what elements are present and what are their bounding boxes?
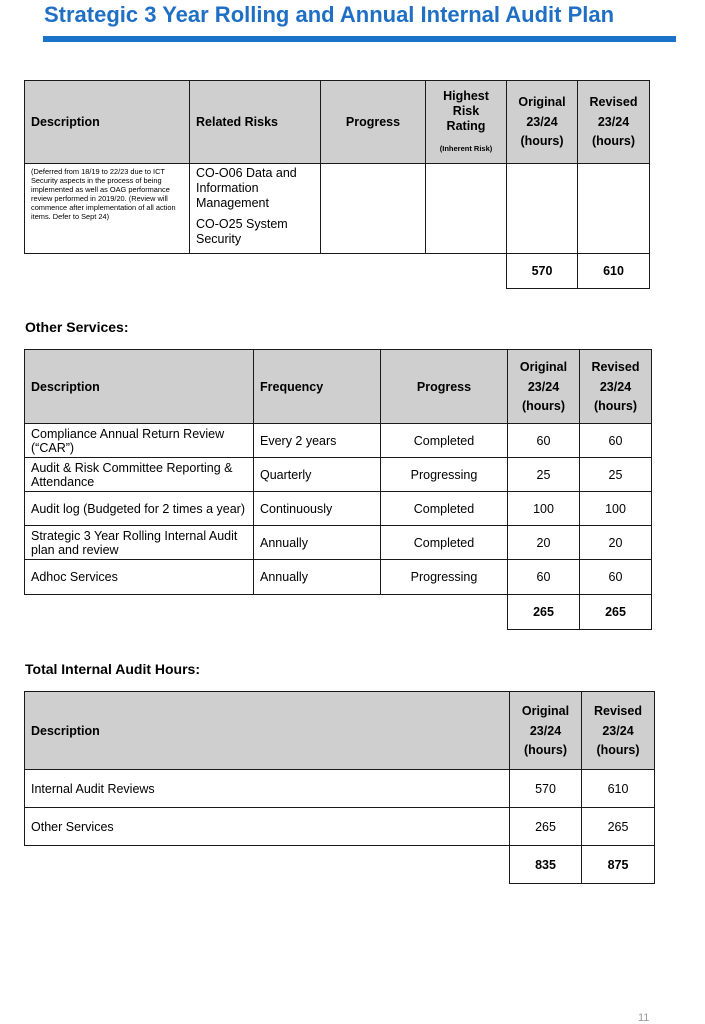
header-original-line3: (hours): [523, 742, 568, 757]
table-row: [25, 808, 655, 846]
header-revised-line3: (hours): [593, 398, 638, 413]
row-description: Audit & Risk Committee Reporting & Attendance: [25, 458, 254, 492]
row-revised: 60: [580, 560, 652, 595]
header-revised-line1: Revised: [591, 359, 640, 374]
row-progress: Progressing: [381, 458, 508, 492]
row-description: (Deferred from 18/19 to 22/23 due to ICT Security aspects in the process of being implemented as well as OAG performance review performed in 2019/20. (Review will commence after implementation of all action items. Defer to Sept 24): [25, 164, 190, 254]
header-revised-line2: 23/24: [597, 115, 630, 129]
total-original: 835: [510, 846, 582, 884]
row-progress: Completed: [381, 492, 508, 526]
header-revised-line3: (hours): [596, 742, 640, 757]
row-description: Adhoc Services: [25, 560, 254, 595]
header-description: Description: [25, 692, 510, 770]
table-row: [25, 458, 652, 492]
other-services-heading: Other Services:: [25, 319, 129, 335]
row-original: 265: [510, 808, 582, 846]
table-row: [25, 164, 650, 254]
header-risk-rating-label: Highest Risk Rating: [443, 88, 489, 133]
table-row: [25, 424, 652, 458]
row-progress: Completed: [381, 424, 508, 458]
row-risk-rating: [426, 164, 507, 254]
row-description: Other Services: [25, 808, 510, 846]
header-original-line1: Original: [521, 703, 570, 718]
row-description: Compliance Annual Return Review (“CAR”): [25, 424, 254, 458]
page-title: Strategic 3 Year Rolling and Annual Internal Audit Plan: [44, 2, 615, 27]
header-description: Description: [25, 81, 190, 164]
total-row: [25, 846, 655, 884]
header-revised-line2: 23/24: [599, 379, 632, 394]
header-original-line2: 23/24: [527, 379, 560, 394]
header-progress: Progress: [381, 350, 508, 424]
row-original: 570: [510, 770, 582, 808]
total-original: 265: [508, 595, 580, 630]
row-original: 60: [508, 560, 580, 595]
header-highest-risk-rating: [426, 81, 507, 164]
risk-item: CO-O25 System Security: [196, 217, 288, 246]
total-revised: 610: [578, 254, 650, 289]
row-progress: Completed: [381, 526, 508, 560]
page-number: 11: [638, 1012, 650, 1024]
header-description: Description: [25, 350, 254, 424]
row-revised: 60: [580, 424, 652, 458]
header-original: [508, 350, 580, 424]
header-original: [507, 81, 578, 164]
row-revised: 20: [580, 526, 652, 560]
row-frequency: Annually: [254, 526, 381, 560]
header-revised-line1: Revised: [589, 95, 638, 109]
row-frequency: Continuously: [254, 492, 381, 526]
row-frequency: Quarterly: [254, 458, 381, 492]
total-revised: 875: [582, 846, 655, 884]
total-hours-table: [24, 691, 655, 884]
header-original-line1: Original: [518, 95, 566, 109]
total-revised: 265: [580, 595, 652, 630]
table-row: [25, 492, 652, 526]
header-original: [510, 692, 582, 770]
row-frequency: Annually: [254, 560, 381, 595]
header-revised: [578, 81, 650, 164]
row-revised: 100: [580, 492, 652, 526]
other-services-table: [24, 349, 652, 630]
row-original: 100: [508, 492, 580, 526]
row-frequency: Every 2 years: [254, 424, 381, 458]
row-revised: 610: [582, 770, 655, 808]
row-description: Internal Audit Reviews: [25, 770, 510, 808]
header-original-line1: Original: [519, 359, 568, 374]
title-underline: [43, 36, 676, 42]
header-revised-line1: Revised: [594, 703, 642, 718]
row-original: 60: [508, 424, 580, 458]
header-revised: [582, 692, 655, 770]
row-related-risks: [190, 164, 321, 254]
row-revised: 265: [582, 808, 655, 846]
header-original-line2: 23/24: [529, 723, 562, 738]
row-revised: [578, 164, 650, 254]
total-row: [25, 595, 652, 630]
header-original-line3: (hours): [521, 398, 566, 413]
table-row: [25, 770, 655, 808]
header-revised: [580, 350, 652, 424]
header-revised-line2: 23/24: [602, 723, 634, 738]
row-progress: Progressing: [381, 560, 508, 595]
header-revised-line3: (hours): [591, 134, 636, 148]
header-progress: Progress: [321, 81, 426, 164]
row-original: [507, 164, 578, 254]
row-original: 25: [508, 458, 580, 492]
row-progress: [321, 164, 426, 254]
header-related-risks: Related Risks: [190, 81, 321, 164]
row-revised: 25: [580, 458, 652, 492]
total-hours-heading: Total Internal Audit Hours:: [25, 661, 200, 677]
header-original-line3: (hours): [520, 134, 564, 148]
row-description: Audit log (Budgeted for 2 times a year): [25, 492, 254, 526]
row-original: 20: [508, 526, 580, 560]
header-original-line2: 23/24: [526, 115, 558, 129]
risk-item: CO-O06 Data and Information Management: [196, 166, 297, 210]
header-frequency: Frequency: [254, 350, 381, 424]
total-row: [25, 254, 650, 289]
row-description: Strategic 3 Year Rolling Internal Audit plan and review: [25, 526, 254, 560]
table-row: [25, 526, 652, 560]
table-row: [25, 560, 652, 595]
audit-reviews-table: [24, 80, 650, 289]
header-inherent-risk: (Inherent Risk): [439, 143, 493, 153]
total-original: 570: [507, 254, 578, 289]
